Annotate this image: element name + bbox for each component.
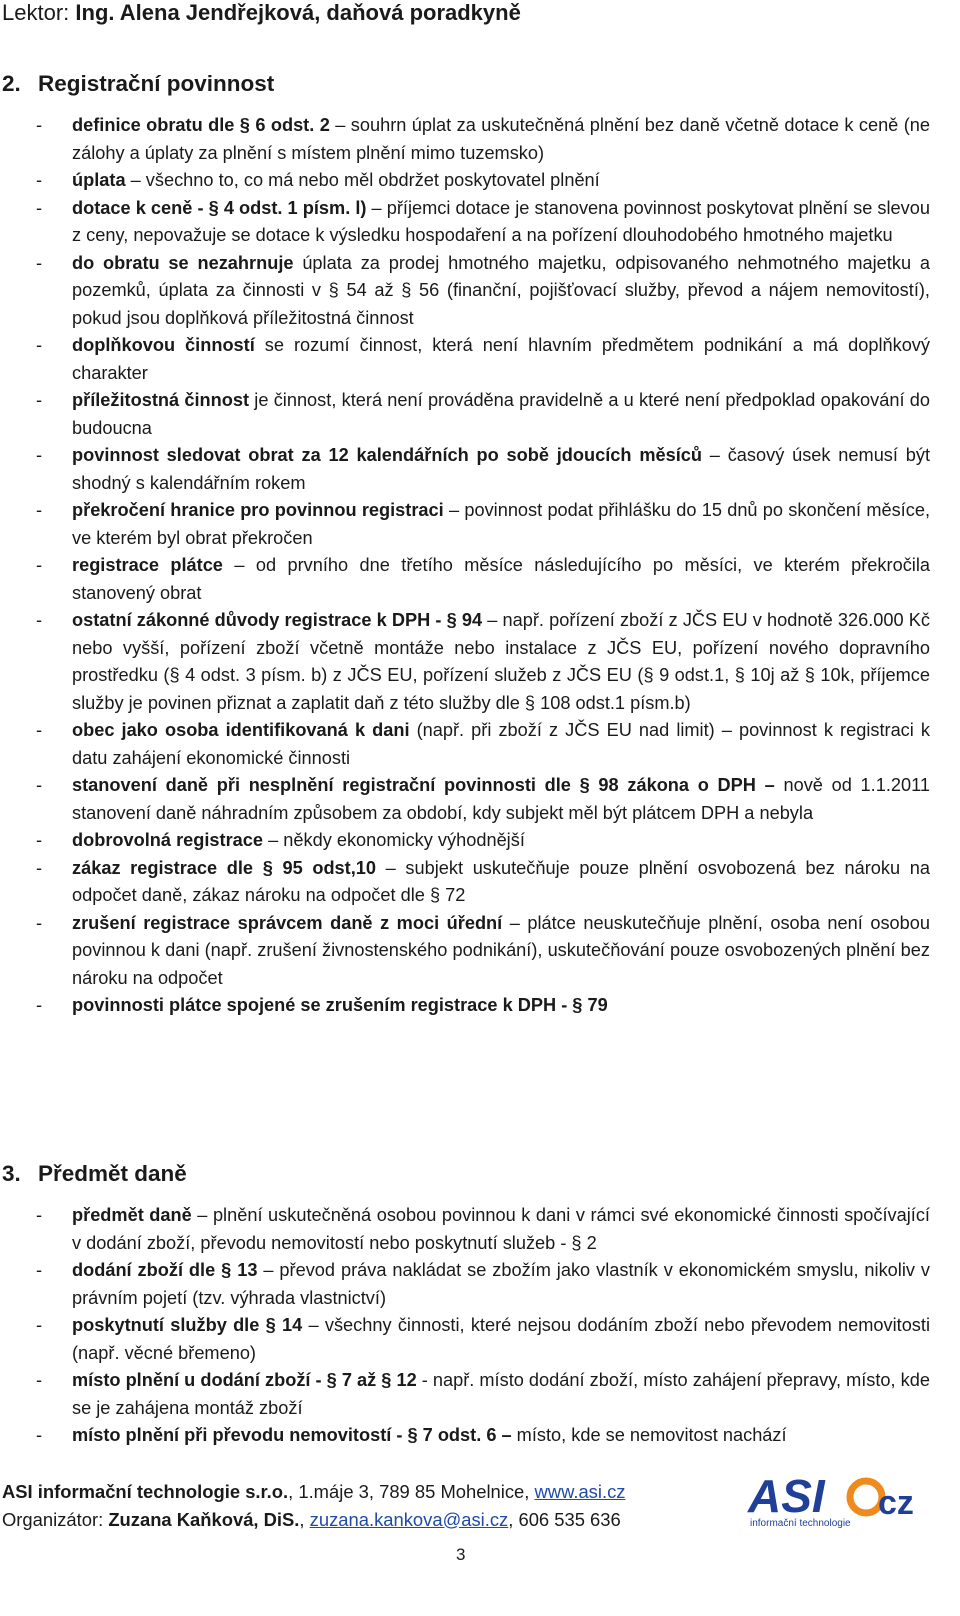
item-text: – např. pořízení zboží z JČS EU v hodnotě 326.000 Kč nebo vyšší, pořízení zboží včetně montáže nebo instalace z JČS EU, pořízení nového dopravního prostředku (§ 4 odst. 3 písm. b) z JČS EU, pořízení služeb z JČS EU (§ 9 odst.1, § 10j až § 10k, příjemce služby je povinen přiznat a zaplatit daň z této služby dle § 108 odst.1 písm.b) bbox=[72, 610, 930, 713]
section-3-heading bbox=[2, 1160, 187, 1188]
bullet-dash: - bbox=[36, 1425, 43, 1445]
bullet-dash: - bbox=[36, 1315, 43, 1335]
footer-company-address: , 1.máje 3, 789 85 Mohelnice, bbox=[288, 1481, 535, 1502]
footer bbox=[2, 1478, 625, 1533]
item-text: – všechny činnosti, které nejsou dodáním zboží nebo převodem nemovitosti (např. věcné břemeno) bbox=[72, 1315, 930, 1363]
section-2-list bbox=[2, 112, 930, 1020]
list-item bbox=[2, 1422, 930, 1450]
item-text: – převod práva nakládat se zbožím jako vlastník v ekonomickém smyslu, nikoliv v právním pojetí (tzv. výhrada vlastnictví) bbox=[72, 1260, 930, 1308]
lector-line bbox=[2, 0, 521, 26]
item-term: místo plnění při převodu nemovitostí - § 7 odst. 6 – bbox=[72, 1425, 512, 1445]
item-term: zákaz registrace dle § 95 odst,10 bbox=[72, 857, 377, 878]
bullet-dash: - bbox=[36, 995, 43, 1015]
list-item bbox=[2, 717, 930, 772]
list-item bbox=[2, 607, 930, 717]
bullet-dash: - bbox=[36, 1205, 43, 1225]
footer-phone: , 606 535 636 bbox=[508, 1508, 621, 1530]
item-text: – plátce neuskutečňuje plnění, osoba není osobou povinnou k dani (např. zrušení živnostenského podnikání), uskutečňování pouze osvobozených plnění bez nároku na odpočet bbox=[72, 912, 930, 988]
list-item bbox=[2, 195, 930, 250]
asi-logo bbox=[746, 1470, 924, 1530]
list-item bbox=[2, 772, 930, 827]
footer-email-link[interactable]: zuzana.kankova@asi.cz bbox=[309, 1508, 509, 1530]
footer-organizer-separator: , bbox=[299, 1508, 310, 1530]
item-text: – příjemci dotace je stanovena povinnost poskytovat plnění se slevou z ceny, nepovažuje se dotace k výsledku hospodaření a na pořízení dlouhodobého hmotného majetku bbox=[72, 197, 930, 245]
item-text: – od prvního dne třetího měsíce následujícího po měsíci, ve kterém překročila stanovený obrat bbox=[72, 555, 930, 603]
item-term: povinnosti plátce spojené se zrušením registrace k DPH - § 79 bbox=[72, 995, 608, 1015]
item-term: úplata bbox=[72, 170, 126, 190]
bullet-dash: - bbox=[36, 912, 43, 933]
footer-organizer-name: Zuzana Kaňková, DiS. bbox=[108, 1508, 300, 1530]
item-text: – subjekt uskutečňuje pouze plnění osvobozená bez nároku na odpočet daně, zákaz nároku na odpočet dle § 72 bbox=[72, 857, 930, 905]
list-item bbox=[2, 332, 930, 387]
item-term: obec jako osoba identifikovaná k dani bbox=[72, 720, 410, 740]
bullet-dash: - bbox=[36, 500, 43, 520]
list-item bbox=[2, 1257, 930, 1312]
section-3-list bbox=[2, 1202, 930, 1450]
lector-name: Ing. Alena Jendřejková, daňová poradkyně bbox=[75, 0, 521, 25]
section-3-number: 3. bbox=[2, 1161, 21, 1186]
item-term: příležitostná činnost bbox=[72, 390, 250, 410]
list-item bbox=[2, 552, 930, 607]
item-text: – časový úsek nemusí být shodný s kalendářním rokem bbox=[72, 445, 931, 493]
bullet-dash: - bbox=[36, 720, 43, 740]
bullet-dash: - bbox=[36, 390, 43, 410]
item-term: místo plnění u dodání zboží - § 7 až § 12 bbox=[72, 1370, 417, 1390]
section-2-heading bbox=[2, 70, 274, 98]
item-text: místo, kde se nemovitost nachází bbox=[511, 1425, 787, 1445]
item-text: nově od 1.1.2011 stanovení daně náhradním způsobem za období, kdy subjekt měl být plátcem DPH a nebyla bbox=[72, 775, 930, 823]
logo-asi-text: ASI bbox=[748, 1470, 825, 1522]
footer-organizer-label: Organizátor: bbox=[2, 1508, 109, 1530]
list-item bbox=[2, 992, 930, 1020]
footer-website-link[interactable]: www.asi.cz bbox=[534, 1481, 626, 1502]
bullet-dash: - bbox=[36, 610, 43, 630]
list-item bbox=[2, 387, 930, 442]
bullet-dash: - bbox=[36, 1370, 43, 1390]
item-text: úplata za prodej hmotného majetku, odpisovaného nehmotného majetku a pozemků, úplata za činnosti v § 54 až § 56 (finanční, pojišťovací služby, převod a nájem nemovitostí), pokud jsou doplňková příležitostná činnost bbox=[72, 252, 930, 328]
bullet-dash: - bbox=[36, 115, 43, 135]
item-term: stanovení daně při nesplnění registrační povinnosti dle § 98 zákona o DPH – bbox=[72, 775, 775, 795]
section-3-title: Předmět daně bbox=[38, 1161, 187, 1186]
footer-company-name: ASI informační technologie s.r.o. bbox=[2, 1481, 289, 1502]
section-2-number: 2. bbox=[2, 71, 21, 96]
item-term: dodání zboží dle § 13 bbox=[72, 1260, 258, 1280]
bullet-dash: - bbox=[36, 335, 43, 355]
bullet-dash: - bbox=[36, 170, 43, 190]
list-item bbox=[2, 827, 930, 855]
item-term: registrace plátce bbox=[72, 555, 223, 575]
item-term: do obratu se nezahrnuje bbox=[72, 252, 294, 273]
item-term: dotace k ceně - § 4 odst. 1 písm. l) bbox=[72, 197, 367, 218]
list-item bbox=[2, 112, 930, 167]
list-item bbox=[2, 167, 930, 195]
item-term: předmět daně bbox=[72, 1205, 192, 1225]
list-item bbox=[2, 855, 930, 910]
lector-label: Lektor: bbox=[2, 0, 70, 25]
item-text: - např. místo dodání zboží, místo zahájení přepravy, místo, kde se je zahájena montáž zboží bbox=[72, 1370, 930, 1418]
item-text: – povinnost podat přihlášku do 15 dnů po skončení měsíce, ve kterém byl obrat překročen bbox=[72, 500, 930, 548]
bullet-dash: - bbox=[36, 1260, 43, 1280]
bullet-dash: - bbox=[36, 857, 43, 878]
item-term: definice obratu dle § 6 odst. 2 bbox=[72, 115, 330, 135]
item-text: (např. při zboží z JČS EU nad limit) – povinnost k registraci k datu zahájení ekonomické činnosti bbox=[72, 720, 930, 768]
asi-logo-graphic bbox=[746, 1470, 924, 1530]
item-text: se rozumí činnost, která není hlavním předmětem podnikání a má doplňkový charakter bbox=[72, 335, 930, 383]
item-text: – někdy ekonomicky výhodnější bbox=[263, 830, 525, 850]
list-item bbox=[2, 1202, 930, 1257]
list-item bbox=[2, 497, 930, 552]
item-term: ostatní zákonné důvody registrace k DPH - § 94 bbox=[72, 610, 483, 630]
page-number: 3 bbox=[456, 1545, 466, 1564]
logo-tagline: informační technologie bbox=[750, 1518, 851, 1529]
logo-cz-text: cz bbox=[878, 1484, 914, 1522]
list-item bbox=[2, 1367, 930, 1422]
list-item bbox=[2, 250, 930, 333]
item-term: poskytnutí služby dle § 14 bbox=[72, 1315, 303, 1335]
list-item bbox=[2, 442, 930, 497]
item-term: zrušení registrace správcem daně z moci úřední bbox=[72, 912, 503, 933]
bullet-dash: - bbox=[36, 252, 43, 273]
item-text: je činnost, která není prováděna pravidelně a u které není předpoklad opakování do budoucna bbox=[72, 390, 931, 438]
item-text: – všechno to, co má nebo měl obdržet poskytovatel plnění bbox=[125, 170, 600, 190]
bullet-dash: - bbox=[36, 555, 43, 575]
list-item bbox=[2, 910, 930, 993]
bullet-dash: - bbox=[36, 445, 43, 465]
item-term: překročení hranice pro povinnou registraci bbox=[72, 500, 444, 520]
item-term: dobrovolná registrace bbox=[72, 830, 264, 850]
footer-organizer-line bbox=[2, 1506, 625, 1534]
item-text: – souhrn úplat za uskutečněná plnění bez daně včetně dotace k ceně (ne zálohy a úplaty za plnění s místem plnění mimo tuzemsko) bbox=[72, 115, 930, 163]
item-term: doplňkovou činností bbox=[72, 335, 255, 355]
item-text: – plnění uskutečněná osobou povinnou k dani v rámci své ekonomické činnosti spočívající v dodání zboží, převodu nemovitostí nebo poskytnutí služeb - § 2 bbox=[72, 1205, 930, 1253]
list-item bbox=[2, 1312, 930, 1367]
footer-company-line bbox=[2, 1478, 625, 1506]
bullet-dash: - bbox=[36, 775, 43, 795]
item-term: povinnost sledovat obrat za 12 kalendářních po sobě jdoucích měsíců bbox=[72, 445, 703, 465]
bullet-dash: - bbox=[36, 830, 43, 850]
section-2-title: Registrační povinnost bbox=[38, 71, 275, 96]
bullet-dash: - bbox=[36, 197, 43, 218]
